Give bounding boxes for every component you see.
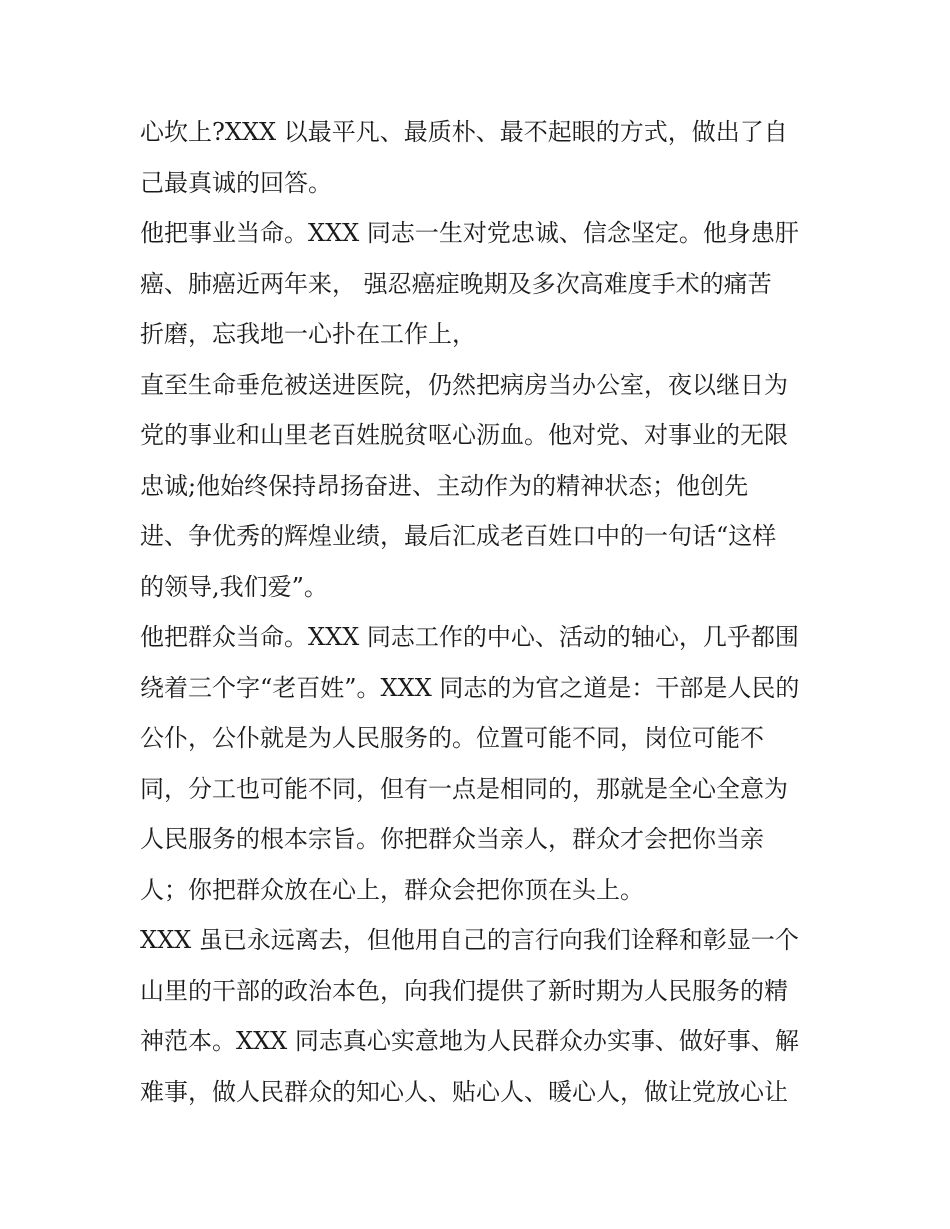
document-body (140, 107, 820, 1117)
text-line: 人；你把群众放在心上，群众会把你顶在头上。 (140, 875, 644, 904)
text-line: 进、争优秀的辉煌业绩，最后汇成老百姓口中的一句话“这样 (140, 522, 777, 550)
text-line: 癌、肺癌近两年来， 强忍癌症晚期及多次高难度手术的痛苦 (140, 269, 772, 298)
text-line: 同，分工也可能不同，但有一点是相同的，那就是全心全意为 (140, 774, 788, 803)
text-line: 他把群众当命。XXX 同志工作的中心、活动的轴心，几乎都围 (140, 623, 799, 651)
text-line: 心坎上?XXX 以最平凡、最质朴、最不起眼的方式，做出了自 (140, 118, 788, 146)
text-line: 绕着三个字“老百姓”。XXX 同志的为官之道是：干部是人民的 (140, 673, 800, 702)
text-line: 人民服务的根本宗旨。你把群众当亲人，群众才会把你当亲 (140, 825, 764, 853)
text-line: 他把事业当命。XXX 同志一生对党忠诚、信念坚定。他身患肝 (140, 219, 799, 247)
text-line: XXX 虽已永远离去，但他用自己的言行向我们诠释和彰显一个 (140, 926, 799, 954)
text-line: 山里的干部的政治本色，向我们提供了新时期为人民服务的精 (140, 976, 788, 1005)
text-line: 己最真诚的回答。 (140, 168, 332, 197)
text-line: 党的事业和山里老百姓脱贫呕心沥血。他对党、对事业的无限 (140, 421, 788, 449)
text-line: 直至生命垂危被送进医院，仍然把病房当办公室，夜以继日为 (140, 370, 788, 399)
text-line: 折磨，忘我地一心扑在工作上， (140, 320, 476, 348)
text-line: 难事，做人民群众的知心人、贴心人、暖心人，做让党放心让 (140, 1077, 788, 1106)
text-line: 神范本。XXX 同志真心实意地为人民群众办实事、做好事、解 (140, 1027, 799, 1055)
text-line: 的领导,我们爱”。 (140, 572, 328, 601)
text-line: 忠诚;他始终保持昂扬奋进、主动作为的精神状态；他创先 (140, 471, 749, 500)
text-line: 公仆，公仆就是为人民服务的。位置可能不同，岗位可能不 (140, 724, 764, 752)
